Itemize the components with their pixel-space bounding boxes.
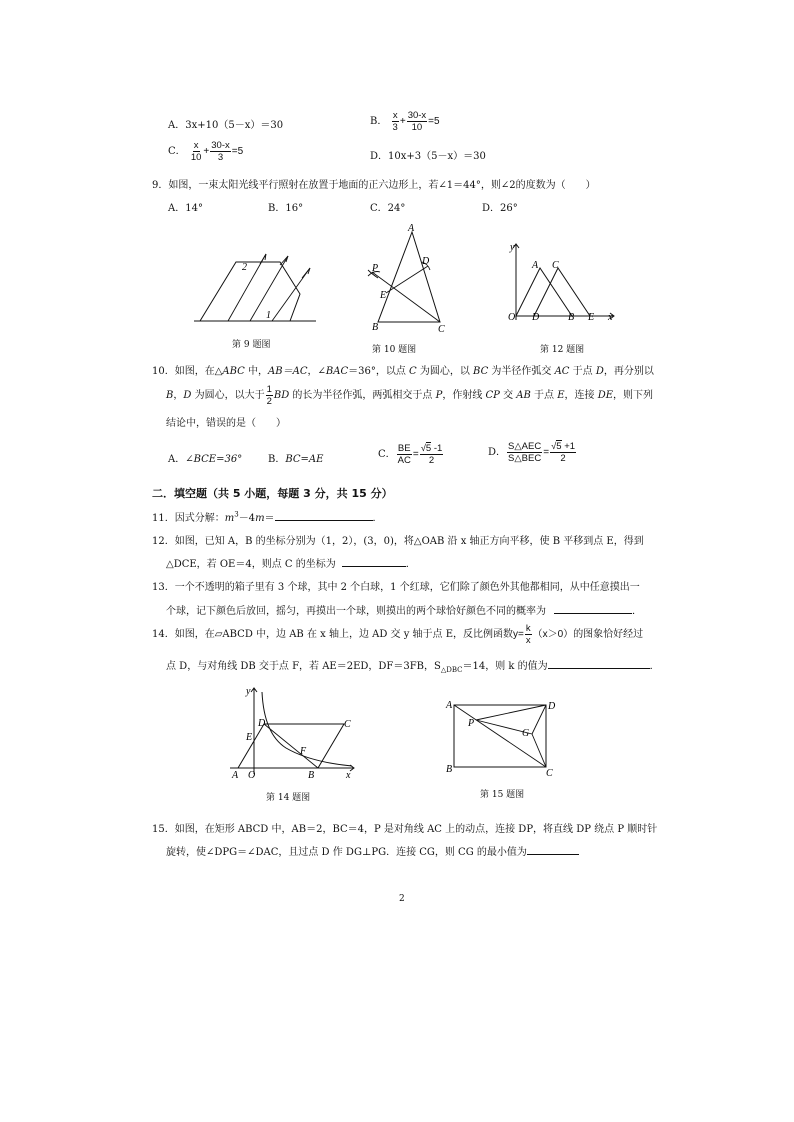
fig9-label-1: 1: [266, 310, 271, 321]
q10-t: E: [557, 390, 565, 401]
q10-t: ，: [173, 390, 184, 401]
figure-10: [362, 220, 452, 338]
fig9-caption: 第 9 题图: [232, 340, 271, 350]
q10-t: 于点: [530, 390, 558, 401]
q12-line-2: [166, 555, 416, 570]
q10-t: BC: [473, 366, 489, 377]
q12-line-1: 12．如图，已知 A，B 的坐标分别为（1，2），(3，0)，将△OAB 沿 x 轴正方向平移，使 B 平移到点 E，得到: [152, 536, 644, 547]
q8-option-a-label: A．: [168, 120, 186, 131]
fig15-label-c: C: [546, 768, 553, 778]
fig14-diagonal-db: [264, 724, 318, 768]
q10-line-1: [152, 362, 654, 377]
q11-t: m: [255, 513, 265, 524]
q8-c-frac1-num: x: [193, 140, 199, 151]
fig12-label-c: C: [552, 260, 559, 271]
q11-exp: 3: [234, 510, 239, 519]
q10-line-2: [166, 384, 653, 407]
fig14-label-y: y: [246, 686, 251, 697]
fig14-label-e: E: [246, 732, 253, 743]
q10-half-num: 1: [266, 384, 272, 395]
q10-a-label: A．: [168, 454, 186, 465]
q10-d-rtail: +1: [561, 441, 576, 452]
q10-c-eq: =: [412, 449, 419, 460]
q14-t: 14．如图，在▱ABCD 中，边 AB 在 x 轴上，边 AD 交 y 轴于点 E，反比例函数: [152, 629, 514, 640]
q10-t: P: [435, 390, 443, 401]
fig14-label-b: B: [308, 770, 315, 780]
q8-b-eq: =5: [428, 116, 440, 127]
q14-k: k: [525, 623, 531, 634]
q8-c-eq: =5: [231, 146, 244, 157]
fig10-label-e: E: [380, 290, 387, 301]
q8-option-d-text: 10x+3（5－x）＝30: [388, 151, 486, 162]
q15-line-1: 15．如图，在矩形 ABCD 中，AB＝2，BC＝4，P 是对角线 AC 上的动点，连接 DP，将直线 DP 绕点 P 顺时针: [152, 824, 658, 835]
q11: [152, 509, 383, 524]
q10-c-label: C．: [378, 449, 396, 460]
q8-option-d-label: D．: [370, 151, 389, 162]
q10-t: 为半径作弧交: [488, 366, 555, 377]
q14-t: 点 D，与对角线 DB 交于点 F，若 AE＝2ED，DF＝3FB，S: [166, 661, 441, 672]
q10-t: B: [166, 390, 174, 401]
q10-t: C: [409, 366, 417, 377]
q10-option-c: [378, 443, 444, 466]
fig15-label-g: G: [522, 728, 530, 739]
q10-d-frac: [507, 441, 542, 464]
fig9-ray-3: [272, 268, 310, 321]
q14-x: x: [525, 635, 531, 646]
q10-t: ，再分别以: [603, 366, 654, 377]
q9-option-a: A．14°: [168, 203, 203, 214]
fig12-triangle-dce: [534, 268, 590, 316]
fig14-label-f: F: [300, 746, 307, 757]
q10-t: 为圆心，以大于: [191, 390, 265, 401]
q10-t: 交: [499, 390, 517, 401]
q14-fn: y=: [513, 629, 524, 640]
q10-t: ，则下列: [613, 390, 654, 401]
q14-line-2: [166, 657, 660, 674]
q10-d-rfrac: [550, 441, 576, 464]
q10-c-rtail: -1: [431, 443, 443, 454]
fig12-axis-arrows: [513, 244, 614, 319]
q9-option-b: B．16°: [268, 203, 304, 214]
q9-option-d: D．26°: [482, 203, 518, 214]
q11-t: ．: [372, 513, 383, 524]
q10-half-den: 2: [266, 396, 272, 407]
q10-t: BD: [273, 390, 290, 401]
q13-answer-blank[interactable]: [554, 612, 632, 614]
fig9-label-2: 2: [242, 262, 247, 273]
fig12-label-y: y: [510, 242, 515, 253]
fig10-segment-de: [386, 266, 428, 293]
q10-t: AC: [554, 366, 570, 377]
fig15-caption: 第 15 题图: [480, 790, 525, 800]
figure-9: [190, 248, 320, 328]
figure-15: [440, 698, 560, 778]
q8-b-frac2-den: 10: [411, 122, 423, 133]
q10-c-frac: [397, 443, 412, 466]
fig14-label-c: C: [344, 719, 351, 730]
fig14-hyperbola: [262, 692, 352, 766]
q14-k-over-x: [525, 623, 532, 646]
q8-option-b: [370, 110, 440, 133]
fig12-label-o: O: [508, 312, 516, 323]
q10-t: BAC: [325, 366, 349, 377]
q10-t: D: [595, 366, 604, 377]
q15-t: 旋转，使∠DPG＝∠DAC，且过点 D 作 DG⊥PG．连接 CG，则 CG 的最小值为: [166, 847, 527, 858]
q14-t: ．: [649, 661, 660, 672]
q13-t: 个球，记下颜色后放回，摇匀，再摸出一个球，则摸出的两个球恰好颜色不同的概率为: [166, 606, 546, 617]
q10-t: 为圆心，以: [416, 366, 474, 377]
fig10-label-a: A: [408, 223, 415, 234]
q10-t: DE: [597, 390, 614, 401]
q8-b-frac1: [392, 110, 399, 133]
q14-t: 的图象恰好经过: [573, 629, 644, 640]
q14-line-1: [152, 623, 643, 646]
q10-t: ，作射线: [442, 390, 486, 401]
section-2-heading: 二．填空题（共 5 小题，每题 3 分，共 15 分）: [152, 487, 393, 500]
q8-option-c-label: C．: [168, 146, 186, 157]
fig10-caption: 第 10 题图: [372, 345, 417, 355]
q10-b-label: B．: [268, 454, 286, 465]
q10-d-den: S△BEC: [508, 453, 542, 464]
fig12-label-x: x: [608, 312, 613, 323]
q15-answer-blank[interactable]: [527, 853, 579, 855]
q11-t: －4: [238, 513, 256, 524]
q10-line-3: 结论中，错误的是（ ）: [166, 418, 286, 429]
fig15-diagonal-ac: [454, 705, 546, 767]
q8-option-d: [370, 147, 486, 162]
q10-t: ABC: [222, 366, 245, 377]
q12-answer-blank[interactable]: [342, 565, 406, 567]
figure-14: [226, 684, 360, 780]
fig10-label-c: C: [438, 324, 445, 335]
fig15-label-b: B: [446, 764, 453, 775]
q13-line-1: 13．一个不透明的箱子里有 3 个球，其中 2 个白球，1 个红球，它们除了颜色外其他都相同，从中任意摸出一: [152, 582, 640, 593]
q13-t: ．: [632, 606, 642, 617]
q13-line-2: [166, 602, 642, 617]
q8-b-frac1-den: 3: [392, 122, 398, 133]
q10-t: ，∠: [307, 366, 326, 377]
fig15-label-d: D: [548, 701, 556, 712]
q10-d-radicand: 5: [556, 441, 562, 452]
q10-c-den: AC: [397, 455, 411, 466]
q10-t: AB＝AC: [268, 366, 308, 377]
fig10-triangle: [378, 232, 440, 322]
fig12-label-a: A: [532, 260, 539, 271]
q10-t: ＝36°，以点: [348, 366, 410, 377]
q10-t: CP: [485, 390, 500, 401]
q8-option-a-text: 3x+10（5－x）＝30: [185, 120, 284, 131]
q10-c-rfrac: [420, 443, 444, 466]
fig15-label-a: A: [446, 700, 453, 711]
q10-half-frac: [266, 384, 273, 407]
q10-t: 中，: [244, 366, 269, 377]
q9-stem: 9．如图，一束太阳光线平行照射在放置于地面的正六边形上，若∠1＝44°，则∠2的度数为（ ）: [152, 180, 596, 191]
q8-c-frac2-den: 3: [217, 152, 224, 163]
fig10-label-d: D: [422, 256, 430, 267]
q8-b-op: +: [399, 116, 406, 127]
q14-sub: △DBC: [440, 666, 463, 674]
fig14-label-o: O: [248, 770, 256, 780]
q11-t: 11．因式分解：: [152, 513, 225, 524]
fig12-label-e: E: [588, 312, 595, 323]
q10-d-label: D．: [488, 447, 507, 458]
q10-b-text: BC=AE: [285, 454, 324, 465]
q10-a-text: ∠BCE=36°: [185, 454, 243, 465]
q10-option-a: [168, 450, 242, 465]
fig14-label-x: x: [346, 770, 351, 780]
q10-t: 10．如图，在△: [152, 366, 223, 377]
q8-c-frac2-num: 30-x: [211, 140, 230, 151]
fig15-label-p: P: [468, 718, 475, 729]
q10-c-rden: 2: [428, 455, 435, 466]
q8-b-frac1-num: x: [392, 110, 398, 121]
q10-d-eq: =: [543, 447, 550, 458]
fig14-caption: 第 14 题图: [266, 793, 311, 803]
q10-t: AB: [516, 390, 531, 401]
fig12-label-d: D: [532, 312, 540, 323]
fig14-label-d: D: [258, 718, 266, 729]
q10-option-d: [488, 441, 577, 464]
q8-option-c: [168, 140, 243, 163]
fig14-axis-arrows: [251, 688, 354, 771]
fig12-caption: 第 12 题图: [540, 345, 585, 355]
fig12-triangle-oab: [516, 268, 572, 316]
fig15-segment-pd: [476, 705, 546, 720]
q10-t: D: [183, 390, 192, 401]
q10-c-num: BE: [397, 443, 411, 454]
q12-t: △DCE，若 OE＝4，则点 C 的坐标为: [166, 559, 336, 570]
q14-answer-blank[interactable]: [548, 667, 650, 669]
q8-c-op: +: [203, 146, 210, 157]
q10-t: ，连接: [564, 390, 598, 401]
q10-d-num: S△AEC: [508, 441, 542, 452]
fig14-label-a: A: [232, 770, 239, 780]
q8-option-b-label: B．: [370, 116, 388, 127]
fig15-segment-dg: [532, 705, 546, 734]
q11-t: ＝: [264, 513, 275, 524]
q10-t: 于点: [569, 366, 596, 377]
q11-t: m: [224, 513, 235, 524]
q12-t: ．: [405, 559, 416, 570]
q14-t: ＝14，则 k 的值为: [462, 661, 548, 672]
q8-c-frac2: [210, 140, 230, 163]
q10-c-radicand: 5: [425, 443, 432, 454]
q10-d-rnum: √5 +1: [551, 441, 576, 452]
q9-option-c: C．24°: [370, 203, 406, 214]
q10-option-b: [268, 450, 323, 465]
figure-12: [500, 240, 620, 328]
q10-d-rden: 2: [560, 453, 566, 464]
q8-c-frac1-den: 10: [190, 152, 202, 163]
q15-line-2: [166, 843, 579, 858]
fig9-arrowheads: [260, 254, 310, 278]
fig10-label-b: B: [372, 322, 379, 333]
fig9-hexagon: [200, 262, 300, 321]
q8-c-frac1: [190, 140, 203, 163]
fig12-label-b: B: [568, 312, 575, 323]
q14-cond: （x＞0）: [532, 629, 574, 640]
fig10-label-p: P: [372, 263, 379, 274]
q8-option-a: [168, 116, 283, 131]
q11-answer-blank[interactable]: [275, 519, 373, 521]
q10-t: 的长为半径作弧，两弧相交于点: [289, 390, 436, 401]
page-number: 2: [399, 894, 405, 904]
q8-b-frac2-num: 30-x: [407, 110, 427, 121]
q10-c-rnum: √5 -1: [420, 443, 443, 454]
q8-b-frac2: [407, 110, 427, 133]
